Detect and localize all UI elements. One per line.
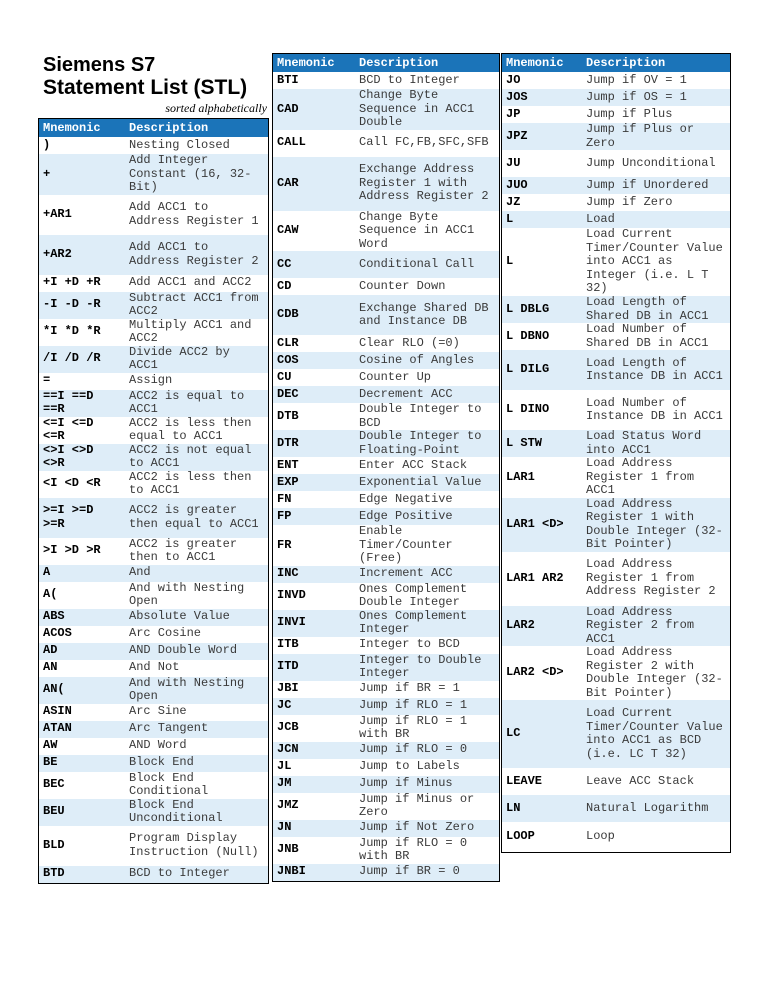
- description-cell: Decrement ACC: [355, 386, 499, 403]
- mnemonic-cell: +AR2: [39, 235, 125, 275]
- table-row: [502, 323, 730, 350]
- description-cell: Load Number of Instance DB in ACC1: [586, 395, 723, 423]
- description-cell: Jump if Not Zero: [355, 820, 499, 837]
- table-row: [39, 677, 268, 704]
- table-row: [273, 251, 499, 278]
- mnemonic-cell: JCN: [273, 742, 355, 759]
- table-row: [273, 759, 499, 776]
- table-row: [39, 373, 268, 390]
- description-cell: Add ACC1 to Address Register 1: [129, 200, 259, 228]
- description-cell: Jump if Zero: [586, 194, 673, 209]
- description-header: Description: [355, 54, 499, 72]
- table-row: [502, 228, 730, 296]
- table-row: [502, 177, 730, 194]
- description-cell: ACC2 is greater then to ACC1: [129, 537, 238, 564]
- table-row: [502, 768, 730, 795]
- description-cell: ACC2 is less then to ACC1: [129, 470, 252, 497]
- description-cell: Add ACC1 to Address Register 2: [125, 235, 268, 275]
- mnemonic-cell: DEC: [273, 386, 355, 403]
- mnemonic-cell: LAR2: [502, 606, 582, 647]
- description-cell: And with Nesting Open: [129, 581, 245, 608]
- mnemonic-cell: L STW: [502, 430, 582, 457]
- table-row: [39, 319, 268, 346]
- description-cell: Natural Logarithm: [582, 795, 730, 822]
- mnemonic-cell: LC: [502, 700, 582, 768]
- mnemonic-cell: CALL: [277, 135, 306, 150]
- description-cell: Load Length of Instance DB in ACC1: [582, 350, 730, 390]
- description-cell: Arc Cosine: [129, 626, 202, 641]
- table-row: [273, 820, 499, 837]
- description-cell: Jump if BR = 1: [359, 681, 460, 696]
- description-cell: Arc Sine: [129, 704, 187, 719]
- mnemonic-cell: JNBI: [273, 864, 355, 881]
- mnemonic-cell: L: [506, 254, 514, 269]
- mnemonic-cell: CU: [277, 369, 292, 384]
- mnemonic-cell: LAR1: [506, 469, 535, 484]
- table-row: [273, 715, 499, 742]
- table-row: [273, 525, 499, 566]
- description-cell: Exchange Shared DB and Instance DB: [355, 295, 499, 335]
- mnemonic-cell: >=I >=D >=R: [39, 498, 125, 538]
- table-row: [273, 89, 499, 130]
- table-row: [273, 742, 499, 759]
- mnemonic-cell: JZ: [506, 194, 521, 209]
- mnemonic-header: Mnemonic: [273, 54, 355, 72]
- description-cell: Load Current Timer/Counter Value into ACC1 as Integer (i.e. L T 32): [586, 228, 723, 296]
- table-row: [502, 795, 730, 822]
- mnemonic-cell: FR: [277, 537, 292, 552]
- description-cell: Load Status Word into ACC1: [582, 430, 730, 457]
- table-row: [273, 610, 499, 637]
- description-cell: Jump if OV = 1: [586, 72, 687, 87]
- table-row: [39, 471, 268, 498]
- description-cell: BCD to Integer: [125, 866, 268, 883]
- description-header: Description: [125, 119, 268, 137]
- description-cell: Clear RLO (=0): [359, 335, 460, 350]
- mnemonic-cell: BTI: [277, 72, 299, 87]
- mnemonic-cell: ENT: [277, 457, 299, 472]
- table-row: [39, 538, 268, 565]
- description-cell: Jump if OS = 1: [582, 89, 730, 106]
- mnemonic-cell: JU: [506, 155, 521, 170]
- description-cell: Add Integer Constant (16, 32-Bit): [125, 154, 268, 195]
- mnemonic-cell: CAD: [273, 89, 355, 130]
- description-cell: Load Length of Shared DB in ACC1: [582, 296, 730, 323]
- table-row: [502, 700, 730, 768]
- table-row: [502, 211, 730, 228]
- table-row: [502, 552, 730, 606]
- mnemonic-cell: <=I <=D <=R: [43, 416, 94, 443]
- mnemonic-cell: L DINO: [506, 402, 550, 417]
- mnemonic-cell: DTR: [273, 430, 355, 457]
- mnemonic-cell: <>I <>D <>R: [39, 444, 125, 471]
- mnemonic-cell: L: [502, 211, 582, 228]
- description-cell: Jump if RLO = 0 with BR: [359, 836, 468, 863]
- mnemonic-cell: JUO: [502, 177, 582, 194]
- mnemonic-cell: +AR1: [43, 206, 72, 221]
- description-cell: Block End Unconditional: [125, 799, 268, 826]
- mnemonic-cell: JMZ: [277, 798, 299, 813]
- mnemonic-cell: =: [43, 373, 51, 388]
- description-cell: Edge Positive: [355, 508, 499, 525]
- mnemonic-cell: AD: [39, 643, 125, 660]
- table-row: [39, 390, 268, 417]
- mnemonic-cell: JC: [273, 698, 355, 715]
- table-row: [273, 386, 499, 403]
- mnemonic-cell: L DBLG: [502, 296, 582, 323]
- table-row: [502, 296, 730, 323]
- description-cell: Jump Unconditional: [586, 155, 716, 170]
- description-cell: Jump if RLO = 1 with BR: [359, 714, 468, 741]
- description-cell: Multiply ACC1 and ACC2: [129, 318, 252, 345]
- description-cell: ACC2 is greater then equal to ACC1: [125, 498, 268, 538]
- table-row: [502, 646, 730, 700]
- description-cell: Cosine of Angles: [355, 352, 499, 369]
- description-cell: Load Address Register 1 from ACC1: [586, 457, 695, 497]
- description-cell: Leave ACC Stack: [586, 773, 695, 788]
- stl-table-column-3: [501, 53, 731, 853]
- description-cell: Change Byte Sequence in ACC1 Word: [359, 210, 475, 251]
- table-row: [273, 335, 499, 352]
- description-header: Description: [582, 54, 730, 72]
- mnemonic-cell: BE: [39, 755, 125, 772]
- table-row: [39, 826, 268, 866]
- mnemonic-cell: JBI: [277, 681, 299, 696]
- mnemonic-cell: AN: [43, 660, 58, 675]
- table-row: [273, 864, 499, 881]
- description-cell: BCD to Integer: [359, 72, 460, 87]
- table-row: [502, 430, 730, 457]
- mnemonic-cell: BEC: [43, 777, 65, 792]
- mnemonic-cell: AW: [43, 738, 58, 753]
- mnemonic-cell: JCB: [277, 720, 299, 735]
- description-cell: Load Current Timer/Counter Value into ACC1 as BCD (i.e. LC T 32): [582, 700, 730, 768]
- table-row: [273, 369, 499, 386]
- description-cell: Absolute Value: [125, 609, 268, 626]
- description-cell: Program Display Instruction (Null): [129, 831, 259, 859]
- mnemonic-header: Mnemonic: [39, 119, 125, 137]
- description-cell: Jump to Labels: [359, 759, 460, 774]
- description-cell: Edge Negative: [359, 491, 453, 506]
- mnemonic-cell: ITB: [277, 637, 299, 652]
- mnemonic-cell: -I -D -R: [39, 292, 125, 319]
- description-cell: Arc Tangent: [125, 721, 268, 738]
- description-cell: And: [125, 565, 268, 582]
- mnemonic-cell: ==I ==D ==R: [39, 390, 125, 417]
- table-row: [39, 755, 268, 772]
- description-cell: Double Integer to Floating-Point: [355, 430, 499, 457]
- title-block: [43, 54, 267, 116]
- description-cell: Load Address Register 2 with Double Integer (32-Bit Pointer): [586, 646, 723, 700]
- description-cell: Integer to BCD: [359, 637, 460, 652]
- description-cell: Enable Timer/Counter (Free): [359, 525, 453, 565]
- title-line-1: Siemens S7: [43, 54, 156, 76]
- table-row: [502, 350, 730, 390]
- table-row: [273, 508, 499, 525]
- mnemonic-cell: BLD: [43, 837, 65, 852]
- table-row: [39, 498, 268, 538]
- table-row: [273, 457, 499, 474]
- table-row: [502, 89, 730, 106]
- mnemonic-cell: EXP: [273, 474, 355, 491]
- mnemonic-cell: LEAVE: [506, 773, 543, 788]
- table-row: [39, 626, 268, 643]
- table-row: [39, 565, 268, 582]
- description-cell: AND Double Word: [125, 643, 268, 660]
- description-cell: ACC2 is less then equal to ACC1: [129, 416, 252, 443]
- description-cell: Load Number of Shared DB in ACC1: [586, 323, 709, 350]
- description-cell: Jump if Plus or Zero: [582, 123, 730, 150]
- mnemonic-cell: CAR: [273, 157, 355, 211]
- description-cell: Ones Complement Double Integer: [359, 582, 468, 609]
- mnemonic-header: Mnemonic: [502, 54, 582, 72]
- mnemonic-cell: CD: [277, 278, 292, 293]
- table-row: [502, 822, 730, 852]
- table-row: [502, 194, 730, 211]
- description-cell: Jump if RLO = 0: [355, 742, 499, 759]
- description-cell: Change Byte Sequence in ACC1 Double: [355, 89, 499, 130]
- description-cell: Jump if Unordered: [582, 177, 730, 194]
- table-row: [39, 643, 268, 660]
- description-cell: AND Word: [129, 738, 187, 753]
- description-cell: Jump if RLO = 1: [355, 698, 499, 715]
- mnemonic-cell: *I *D *R: [43, 324, 101, 339]
- description-cell: Loop: [586, 829, 615, 844]
- description-cell: Load Address Register 2 from ACC1: [582, 606, 730, 647]
- mnemonic-cell: L DBNO: [506, 328, 550, 343]
- table-row: [273, 583, 499, 610]
- mnemonic-cell: FN: [277, 491, 292, 506]
- mnemonic-cell: INVD: [277, 588, 306, 603]
- mnemonic-cell: >I >D >R: [43, 543, 101, 558]
- table-row: [273, 157, 499, 211]
- mnemonic-cell: LAR2 <D>: [506, 665, 564, 680]
- table-row: [273, 566, 499, 583]
- table-row: [273, 278, 499, 295]
- table-row: [273, 430, 499, 457]
- table-row: [39, 292, 268, 319]
- mnemonic-cell: INVI: [273, 610, 355, 637]
- description-cell: Exponential Value: [355, 474, 499, 491]
- description-cell: Jump if Minus: [355, 776, 499, 793]
- table-row: [39, 275, 268, 292]
- table-row: [273, 654, 499, 681]
- description-cell: Increment ACC: [355, 566, 499, 583]
- table-row: [273, 637, 499, 654]
- table-row: [502, 150, 730, 177]
- table-row: [273, 295, 499, 335]
- table-row: [502, 457, 730, 498]
- table-row: [39, 738, 268, 755]
- mnemonic-cell: FP: [273, 508, 355, 525]
- description-cell: Jump if Minus or Zero: [359, 792, 475, 819]
- table-row: [273, 352, 499, 369]
- description-cell: Double Integer to BCD: [359, 403, 482, 430]
- mnemonic-cell: A: [39, 565, 125, 582]
- table-row: [39, 444, 268, 471]
- description-cell: Add ACC1 and ACC2: [129, 275, 252, 290]
- table-row: [39, 137, 268, 154]
- mnemonic-cell: CAW: [277, 223, 299, 237]
- mnemonic-cell: ABS: [39, 609, 125, 626]
- table-row: [39, 417, 268, 444]
- mnemonic-cell: LAR1 AR2: [506, 570, 564, 585]
- mnemonic-cell: JOS: [502, 89, 582, 106]
- table-row: [39, 866, 268, 883]
- mnemonic-cell: JL: [277, 759, 292, 774]
- table-row: [39, 609, 268, 626]
- table-row: [39, 582, 268, 609]
- description-cell: Load Address Register 1 with Double Integer (32-Bit Pointer): [582, 498, 730, 552]
- mnemonic-cell: INC: [273, 566, 355, 583]
- mnemonic-cell: JN: [273, 820, 355, 837]
- description-cell: ACC2 is equal to ACC1: [125, 390, 268, 417]
- mnemonic-cell: +: [39, 154, 125, 195]
- description-cell: Load: [582, 211, 730, 228]
- mnemonic-cell: LN: [502, 795, 582, 822]
- mnemonic-cell: ASIN: [43, 704, 72, 719]
- mnemonic-cell: AN(: [39, 677, 125, 704]
- table-row: [502, 72, 730, 89]
- subtitle: sorted alphabetically: [165, 101, 267, 115]
- table-row: [502, 606, 730, 647]
- mnemonic-cell: CC: [273, 251, 355, 278]
- table-row: [273, 491, 499, 508]
- table-row: [502, 106, 730, 123]
- table-row: [502, 390, 730, 430]
- table-row: [273, 776, 499, 793]
- mnemonic-cell: /I /D /R: [39, 346, 125, 373]
- mnemonic-cell: JP: [506, 106, 521, 121]
- table-row: [273, 403, 499, 430]
- description-cell: Divide ACC2 by ACC1: [125, 346, 268, 373]
- table-row: [273, 698, 499, 715]
- mnemonic-cell: JPZ: [502, 123, 582, 150]
- mnemonic-cell: +I +D +R: [43, 275, 101, 290]
- table-row: [273, 837, 499, 864]
- description-cell: Counter Down: [359, 278, 446, 293]
- table-row: [39, 772, 268, 799]
- table-row: [39, 195, 268, 235]
- table-row: [39, 721, 268, 738]
- mnemonic-cell: ): [43, 137, 51, 152]
- mnemonic-cell: CLR: [277, 335, 299, 350]
- mnemonic-cell: JM: [273, 776, 355, 793]
- description-cell: Jump if BR = 0: [355, 864, 499, 881]
- description-cell: Jump if Plus: [586, 106, 673, 121]
- table-row: [39, 660, 268, 677]
- mnemonic-cell: BEU: [39, 799, 125, 826]
- table-row: [273, 72, 499, 89]
- table-row: [39, 799, 268, 826]
- mnemonic-cell: ACOS: [43, 626, 72, 641]
- table-row: [273, 793, 499, 820]
- description-cell: And Not: [129, 660, 180, 675]
- mnemonic-cell: ATAN: [39, 721, 125, 738]
- table-row: [273, 681, 499, 698]
- mnemonic-cell: A(: [43, 587, 58, 602]
- mnemonic-cell: LOOP: [506, 829, 535, 844]
- table-row: [273, 474, 499, 491]
- table-row: [502, 123, 730, 150]
- description-cell: Block End: [125, 755, 268, 772]
- mnemonic-cell: LAR1 <D>: [502, 498, 582, 552]
- description-cell: Enter ACC Stack: [359, 457, 468, 472]
- mnemonic-cell: COS: [273, 352, 355, 369]
- description-cell: Counter Up: [359, 369, 432, 384]
- mnemonic-cell: JO: [506, 72, 521, 87]
- mnemonic-cell: BTD: [39, 866, 125, 883]
- title-line-2: Statement List (STL): [43, 76, 248, 99]
- mnemonic-cell: ITD: [273, 654, 355, 681]
- description-cell: And with Nesting Open: [125, 677, 268, 704]
- description-cell: Assign: [129, 373, 173, 388]
- description-cell: Block End Conditional: [129, 771, 209, 798]
- description-cell: Load Address Register 1 from Address Register 2: [586, 557, 716, 599]
- description-cell: Integer to Double Integer: [355, 654, 499, 681]
- mnemonic-cell: CDB: [273, 295, 355, 335]
- mnemonic-cell: DTB: [277, 408, 299, 423]
- table-row: [502, 498, 730, 552]
- table-row: [39, 704, 268, 721]
- table-row: [273, 211, 499, 252]
- mnemonic-cell: <I <D <R: [43, 476, 101, 491]
- description-cell: Exchange Address Register 1 with Address Register 2: [355, 157, 499, 211]
- table-row: [39, 154, 268, 195]
- description-cell: Conditional Call: [355, 251, 499, 278]
- description-cell: Nesting Closed: [129, 137, 230, 152]
- mnemonic-cell: L DILG: [502, 350, 582, 390]
- stl-table-column-1: [38, 118, 269, 884]
- mnemonic-cell: JNB: [277, 842, 299, 857]
- table-row: [273, 130, 499, 157]
- description-cell: Subtract ACC1 from ACC2: [125, 292, 268, 319]
- stl-table-column-2: [272, 53, 500, 882]
- description-cell: Ones Complement Integer: [355, 610, 499, 637]
- table-row: [39, 346, 268, 373]
- table-row: [39, 235, 268, 275]
- description-cell: Call FC,FB,SFC,SFB: [359, 135, 489, 150]
- description-cell: ACC2 is not equal to ACC1: [125, 444, 268, 471]
